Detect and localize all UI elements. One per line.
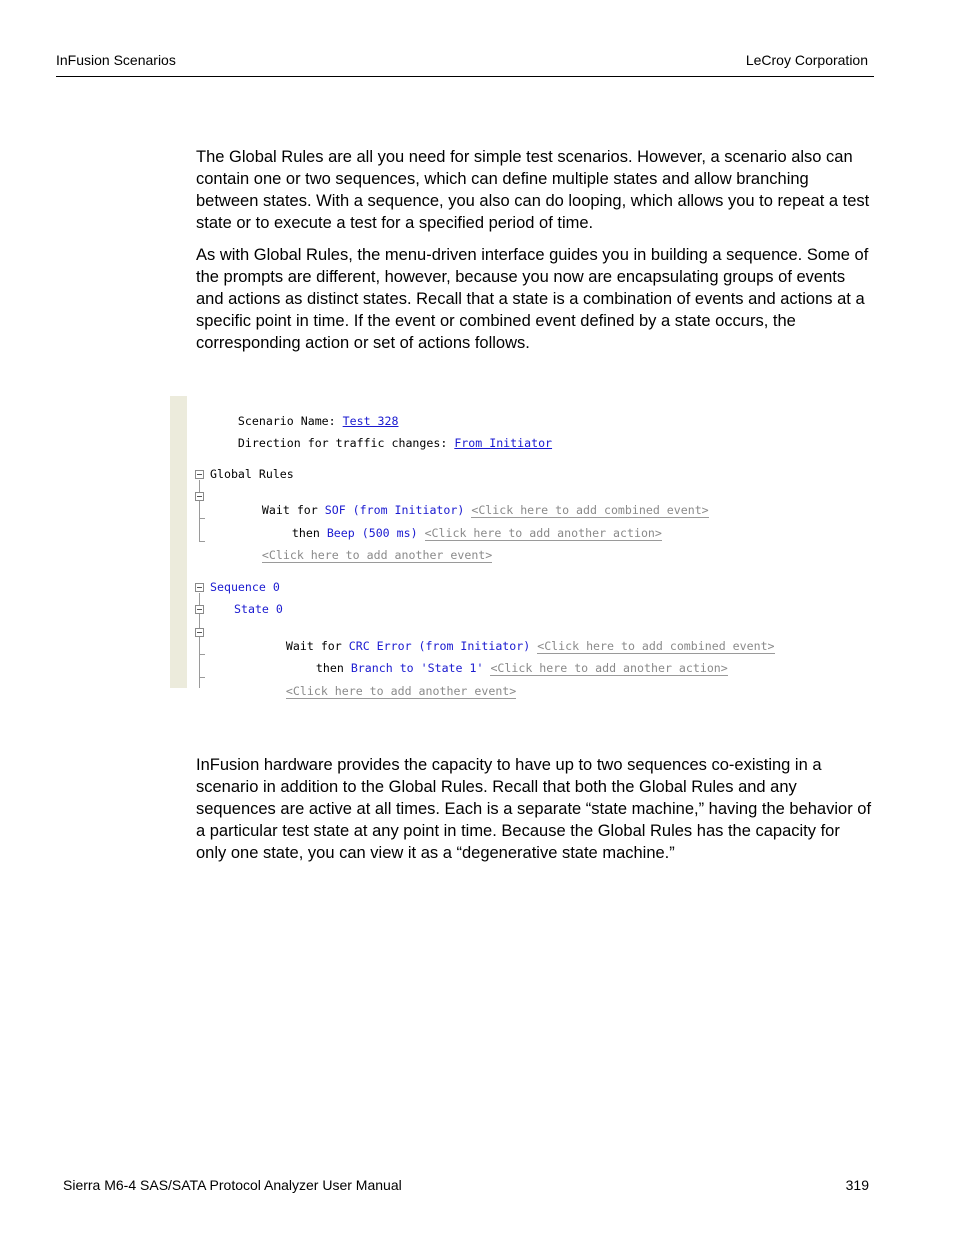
state-collapse-toggle[interactable] [195,605,204,614]
state-add-action-link[interactable]: <Click here to add another action> [490,661,728,675]
state-add-event-row [258,670,516,712]
state-then-label: then [315,661,344,675]
tree-branch [199,677,205,678]
global-rules-collapse-toggle[interactable] [195,470,204,479]
tree-branch [199,518,205,519]
scenario-name-link[interactable]: Test 328 [342,414,399,428]
direction-row [210,422,552,464]
running-header-section: InFusion Scenarios [56,52,176,68]
sequence-node[interactable]: Sequence 0 [210,580,280,594]
body-paragraph-1: The Global Rules are all you need for simple test scenarios. However, a scenario also can contain one or two sequences, which can define multiple states and allow branching between states. With a sequence, you also can do looping, which allows you to repeat a test state or to execute a test for a specified period of time. [196,148,870,232]
state-event-link[interactable]: CRC Error (from Initiator) [348,639,531,653]
body-paragraph-3: InFusion hardware provides the capacity to have up to two sequences co-existing in a scenario in addition to the Global Rules. Recall that both the Global Rules and any sequences are active at all times. Each is a separate “state machine,” having the behavior of a particular test state at any point in time. Because the Global Rules has the capacity for only one state, you can view it as a “degenerative state machine.” [196,756,872,862]
page-number: 319 [845,1177,869,1193]
sequence-collapse-toggle[interactable] [195,583,204,592]
global-action-link[interactable]: Beep (500 ms) [326,526,418,540]
editor-gutter [170,396,187,688]
tree-branch [199,654,205,655]
global-then-label: then [291,526,320,540]
scenario-name-label: Scenario Name: [237,414,336,428]
global-add-event-row [234,534,492,576]
direction-link[interactable]: From Initiator [454,436,553,450]
scenario-editor-screenshot [170,396,820,698]
state-add-combined-event-link[interactable]: <Click here to add combined event> [537,639,775,653]
state-action-link[interactable]: Branch to 'State 1' [350,661,484,675]
header-divider [56,76,874,77]
direction-label: Direction for traffic changes: [237,436,448,450]
footer-manual-title: Sierra M6-4 SAS/SATA Protocol Analyzer User Manual [63,1177,402,1193]
global-event-collapse-toggle[interactable] [195,492,204,501]
global-add-combined-event-link[interactable]: <Click here to add combined event> [471,503,709,517]
global-wait-label: Wait for [261,503,318,517]
global-rules-tree-line [199,480,200,542]
running-header-company: LeCroy Corporation [745,52,868,68]
body-paragraph-2: As with Global Rules, the menu-driven interface guides you in building a sequence. Some of the prompts are different, however, because you now are encapsulating groups of events and actions as distinct states. Recall that a state is a combination of events and actions at a specific point in time. If the event or combined event defined by a state occurs, the corresponding action or set of actions follows. [196,246,869,352]
global-rules-node[interactable]: Global Rules [210,467,294,481]
state-node[interactable]: State 0 [234,602,283,616]
global-event-link[interactable]: SOF (from Initiator) [324,503,465,517]
global-add-action-link[interactable]: <Click here to add another action> [424,526,662,540]
tree-branch [199,541,205,542]
state-add-event-link[interactable]: <Click here to add another event> [285,684,517,698]
global-add-event-link[interactable]: <Click here to add another event> [261,548,493,562]
state-event-collapse-toggle[interactable] [195,628,204,637]
state-wait-label: Wait for [285,639,342,653]
